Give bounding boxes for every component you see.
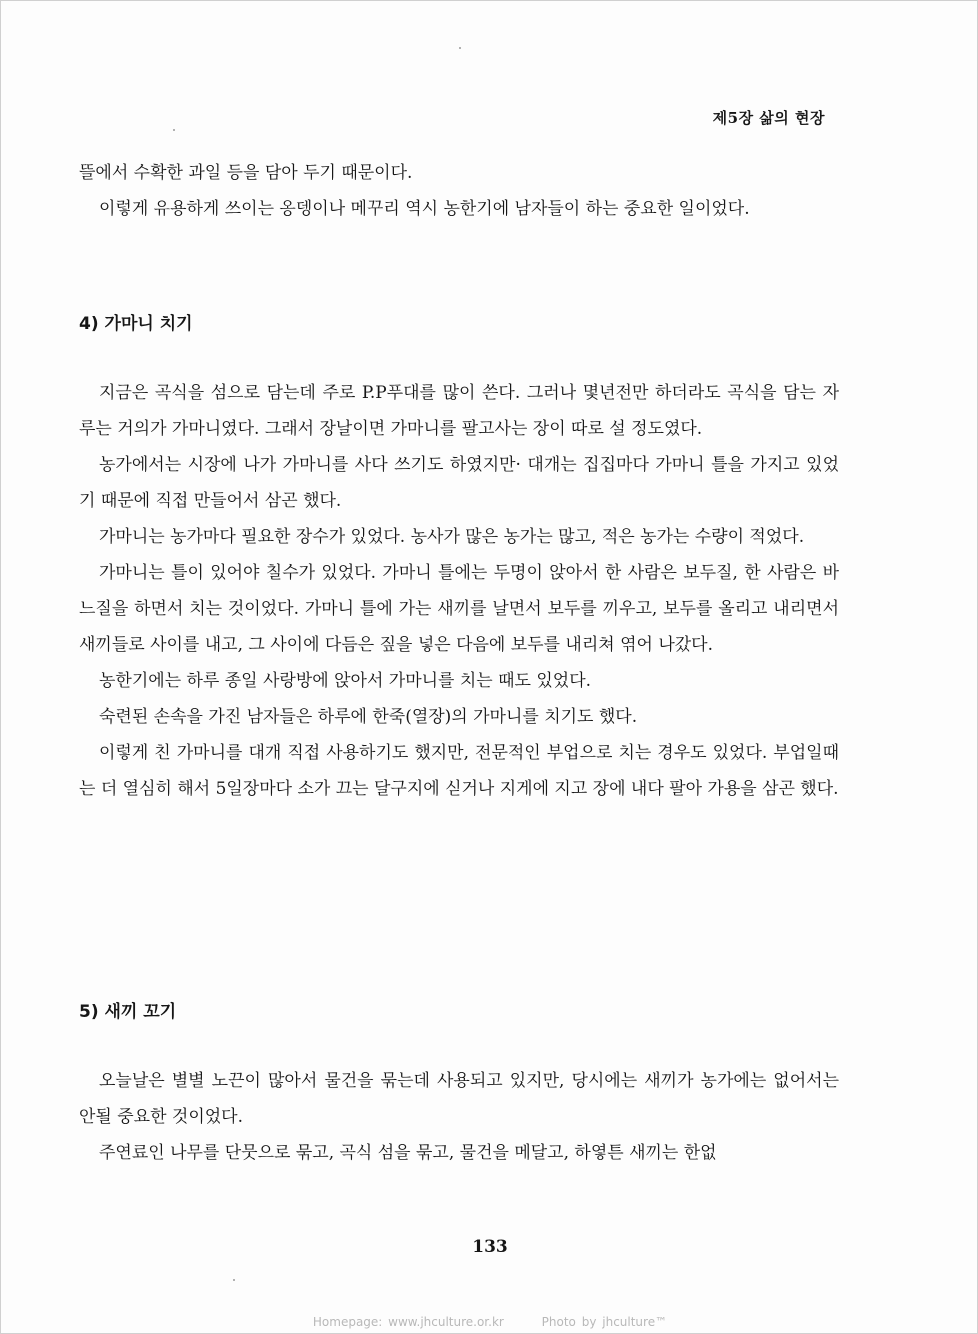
watermark-footer [1, 1315, 978, 1329]
scan-speck [173, 129, 175, 131]
paragraph: 농한기에는 하루 종일 사랑방에 앉아서 가마니를 치는 때도 있었다. [99, 671, 592, 691]
scan-speck [459, 47, 461, 49]
paragraph: 이렇게 유용하게 쓰이는 옹뎅이나 메꾸리 역시 농한기에 남자들이 하는 중요한 일이었다. [99, 199, 750, 219]
scan-speck [233, 1279, 235, 1281]
paragraph: 가마니는 틀이 있어야 칠수가 있었다. 가마니 틀에는 두명이 앉아서 한 사람은 보두질, 한 사람은 바느질을 하면서 치는 것이었다. 가마니 틀에 가는 새끼를 날면서 보두를 끼우고, 보두를 올리고 내리면서 새끼들로 사이를 내고, 그 사이에 다듬은 짚을 넣은 다음에 보두를 내리쳐 엮어 나갔다. [79, 563, 839, 655]
section-4-body [79, 375, 839, 807]
intro-block [79, 155, 839, 227]
section-heading-4: 4) 가마니 치기 [79, 314, 193, 334]
section-heading-5: 5) 새끼 꼬기 [79, 1002, 177, 1022]
paragraph: 지금은 곡식을 섬으로 담는데 주로 P.P푸대를 많이 쓴다. 그러나 몇년전만 하더라도 곡식을 담는 자루는 거의가 가마니였다. 그래서 장날이면 가마니를 팔고사는 장이 따로 설 정도였다. [79, 383, 839, 439]
paragraph: 이렇게 친 가마니를 대개 직접 사용하기도 했지만, 전문적인 부업으로 치는 경우도 있었다. 부업일때는 더 열심히 해서 5일장마다 소가 끄는 달구지에 싣거나 지게에 지고 장에 내다 팔아 가용을 삼곤 했다. [79, 743, 839, 799]
section-5-body [79, 1063, 839, 1171]
paragraph: 주연료인 나무를 단뭇으로 묶고, 곡식 섬을 묶고, 물건을 메달고, 하옇튼 새끼는 한없 [99, 1143, 717, 1163]
chapter-header: 제5장 삶의 현장 [712, 109, 825, 127]
paragraph: 가마니는 농가마다 필요한 장수가 있었다. 농사가 많은 농가는 많고, 적은 농가는 수량이 적었다. [99, 527, 805, 547]
paragraph: 숙련된 손속을 가진 남자들은 하루에 한죽(열장)의 가마니를 치기도 했다. [99, 707, 638, 727]
page-number: 133 [472, 1237, 508, 1257]
homepage-credit: Homepage: www.jhculture.or.kr [312, 1315, 504, 1329]
paragraph: 오늘날은 별별 노끈이 많아서 물건을 묶는데 사용되고 있지만, 당시에는 새끼가 농가에는 없어서는 안될 중요한 것이었다. [79, 1071, 839, 1127]
paragraph: 뜰에서 수확한 과일 등을 담아 두기 때문이다. [79, 163, 413, 183]
photo-credit: Photo by jhculture™ [541, 1315, 668, 1329]
paragraph: 농가에서는 시장에 나가 가마니를 사다 쓰기도 하였지만· 대개는 집집마다 가마니 틀을 가지고 있었기 때문에 직접 만들어서 삼곤 했다. [79, 455, 839, 511]
